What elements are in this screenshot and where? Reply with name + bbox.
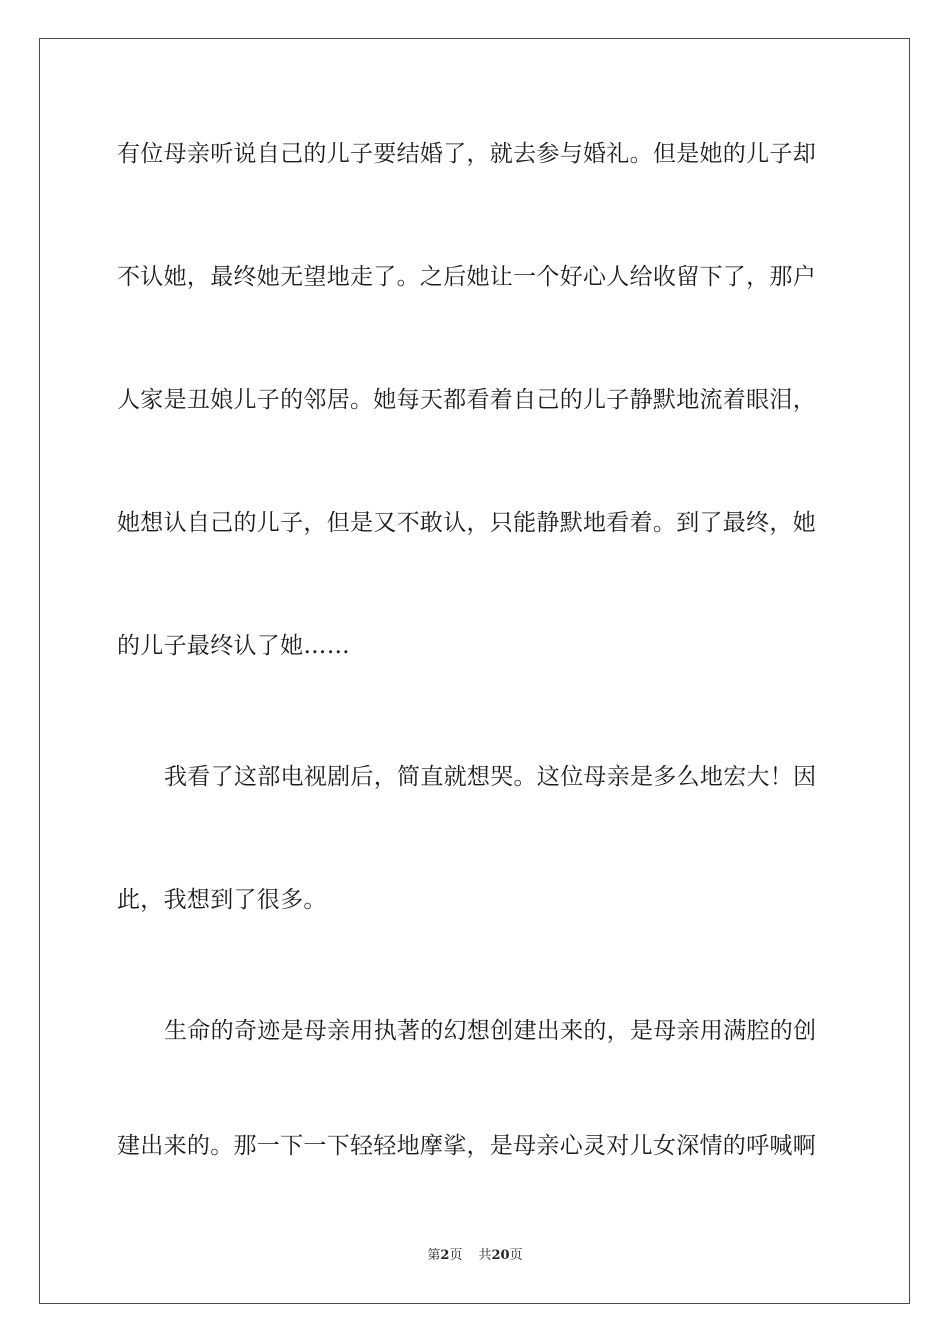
total-suffix: 页 [509, 1248, 523, 1263]
text-line-7: 此，我想到了很多。 [117, 887, 327, 913]
page-suffix: 页 [449, 1248, 463, 1263]
text-line-5: 的儿子最终认了她…… [117, 633, 350, 659]
text-line-1: 有位母亲听说自己的儿子要结婚了，就去参与婚礼。但是她的儿子却 [117, 141, 816, 167]
text-line-9: 建出来的。那一下一下轻轻地摩挲，是母亲心灵对儿女深情的呼喊啊 [117, 1133, 816, 1159]
page-prefix: 第 [427, 1248, 441, 1263]
text-line-3: 人家是丑娘儿子的邻居。她每天都看着自己的儿子静默地流着眼泪， [117, 387, 816, 413]
text-line-8: 生命的奇迹是母亲用执著的幻想创建出来的，是母亲用满腔的创 [164, 1018, 817, 1044]
total-prefix: 共 [478, 1248, 492, 1263]
page-border [39, 38, 910, 1304]
text-line-4: 她想认自己的儿子，但是又不敢认，只能静默地看着。到了最终，她 [117, 510, 816, 536]
page-number: 2 [440, 1248, 450, 1263]
text-line-2: 不认她，最终她无望地走了。之后她让一个好心人给收留下了，那户 [117, 264, 816, 290]
page-footer [0, 1247, 950, 1265]
total-pages: 20 [491, 1248, 510, 1263]
text-line-6: 我看了这部电视剧后，简直就想哭。这位母亲是多么地宏大！因 [164, 764, 817, 790]
